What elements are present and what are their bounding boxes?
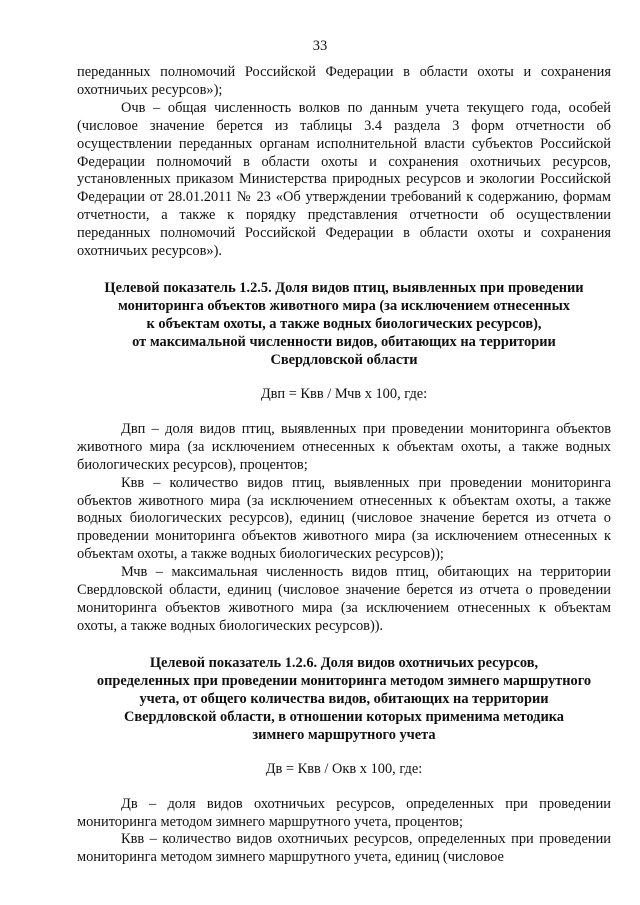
paragraph: Квв – количество видов охотничьих ресурсов, определенных при проведении мониторинга методом зимнего маршрутного учета, единиц (числовое — [77, 831, 611, 866]
heading-line: Целевой показатель 1.2.5. Доля видов птиц, выявленных при проведении — [104, 279, 584, 296]
heading-line: зимнего маршрутного учета — [252, 726, 436, 743]
paragraph: переданных полномочий Российской Федерации в области охоты и сохранения охотничьих ресурсов»); — [77, 64, 611, 98]
heading-line: мониторинга объектов животного мира (за исключением отнесенных — [117, 297, 570, 314]
heading-line: учета, от общего количества видов, обитающих на территории — [139, 690, 549, 707]
heading-line: Свердловской области — [270, 351, 418, 368]
paragraph: Квв – количество видов птиц, выявленных при проведении мониторинга объектов животного мира (за исключением отнесенных к объектам охоты, а также водных биологических ресурсов), единиц (числовое значение берется из отчета о проведении мониторинга объектов животного мира (за исключением отнесенных к объектам охоты, а также водных биологических ресурсов)); — [77, 474, 611, 563]
heading-line: определенных при проведении мониторинга методом зимнего маршрутного — [96, 672, 592, 689]
formula: Двп = Квв / Мчв х 100, где: — [260, 385, 428, 402]
section-heading-1-2-5 — [77, 279, 611, 369]
heading-line: к объектам охоты, а также водных биологических ресурсов), — [146, 315, 542, 332]
heading-line: Свердловской области, в отношении которых применима методика — [123, 708, 564, 725]
paragraph: Очв – общая численность волков по данным учета текущего года, особей (числовое значение берется из таблицы 3.4 раздела 3 форм отчетности об осуществлении переданных органам исполнительной власти субъектов Российской Федерации полномочий в области охоты и сохранения охотничьих ресурсов, установленных приказом Министерства природных ресурсов и экологии Российской Федерации от 28.01.2011 № 23 «Об утверждении требований к содержанию, формам отчетности, а также к порядку представления отчетности об осуществлении переданных полномочий Российской Федерации в области охоты и сохранения охотничьих ресурсов»). — [77, 99, 611, 260]
heading-line: от максимальной численности видов, обитающих на территории — [132, 333, 556, 350]
section-heading-1-2-6 — [77, 654, 611, 744]
paragraph: Дв – доля видов охотничьих ресурсов, определенных при проведении мониторинга методом зимнего маршрутного учета, процентов; — [77, 795, 611, 830]
heading-line: Целевой показатель 1.2.6. Доля видов охотничьих ресурсов, — [149, 654, 539, 671]
document-body — [77, 64, 611, 867]
paragraph: Мчв – максимальная численность видов птиц, обитающих на территории Свердловской области, единиц (числовое значение берется из отчета о проведении мониторинга объектов животного мира (за исключением отнесенных к объектам охоты, а также водных биологических ресурсов)). — [77, 564, 611, 634]
paragraph: Двп – доля видов птиц, выявленных при проведении мониторинга объектов животного мира (за исключением отнесенных к объектам охоты, а также водных биологических ресурсов), процентов; — [77, 420, 611, 473]
formula: Дв = Квв / Окв х 100, где: — [265, 760, 423, 777]
page-number: 33 — [312, 38, 328, 54]
